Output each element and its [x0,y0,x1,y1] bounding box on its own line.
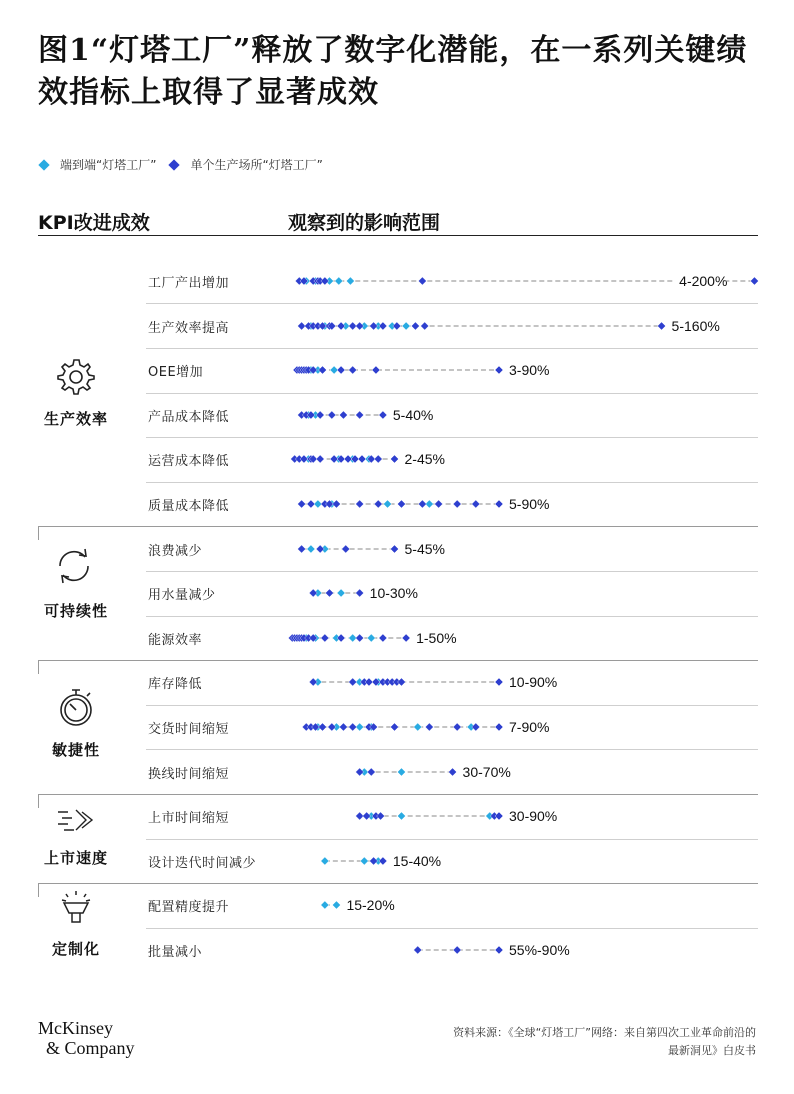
site-point [453,946,461,954]
site-point [414,946,422,954]
kpi-label: 生产效率提高 [148,320,230,336]
range-label: 3-90% [509,362,550,378]
e2e-point [346,277,354,285]
range-label: 5-160% [671,318,720,334]
site-point [339,723,347,731]
site-point [379,322,387,330]
site-point [472,723,480,731]
site-point [453,500,461,508]
site-point [495,723,503,731]
site-point [337,322,345,330]
kpi-header: KPI改进成效 [38,212,150,234]
e2e-point [321,857,329,865]
site-point [319,366,327,374]
site-point [495,366,503,374]
range-label: 7-90% [509,719,550,735]
site-point [356,589,364,597]
site-point [495,500,503,508]
kpi-label: 配置精度提升 [148,900,230,916]
brand-line2: & Company [46,1038,135,1058]
range-label: 5-40% [392,407,434,423]
kpi-label: 库存降低 [148,677,203,693]
site-point [397,678,405,686]
site-point [356,322,364,330]
site-point [374,455,382,463]
site-point [374,500,382,508]
site-point [319,723,327,731]
e2e-point [397,812,405,820]
e2e-point [384,500,392,508]
site-point [298,500,306,508]
group-name-sustainability: 可持续性 [43,602,108,620]
range-label: 15-40% [392,853,442,869]
range-label: 5-45% [404,541,445,557]
site-point [411,322,419,330]
site-point [402,634,410,642]
site-point [391,455,399,463]
site-point [342,545,350,553]
kpi-label: 上市时间缩短 [148,811,230,827]
site-point [316,545,324,553]
group-name-agility: 敏捷性 [51,741,100,759]
range-label: 2-45% [404,451,445,467]
group-name-productivity: 生产效率 [43,410,108,428]
site-point [328,411,336,419]
site-point [316,455,324,463]
site-point [356,500,364,508]
site-point [367,768,375,776]
site-point [349,678,357,686]
e2e-point [360,857,368,865]
e2e-point [367,634,375,642]
range-label: 4-200% [679,273,728,289]
site-point [495,946,503,954]
site-point [435,500,443,508]
e2e-point [337,589,345,597]
site-point [332,500,340,508]
site-point [339,411,347,419]
site-point [393,322,401,330]
legend-label-site: 单个生产场所“灯塔工厂” [190,158,323,172]
kpi-label: 工厂产出增加 [148,276,230,291]
site-point [495,678,503,686]
kpi-label: 运营成本降低 [148,454,230,470]
site-point [309,589,317,597]
site-point [421,322,429,330]
range-label: 55%-90% [509,942,570,958]
brand-logo [38,1018,135,1058]
e2e-point [321,901,329,909]
e2e-point [332,901,340,909]
site-point [356,634,364,642]
source-line1: 资料来源：《全球“灯塔工厂”网络：来自第四次工业革命前沿的 [453,1026,756,1039]
site-point [328,723,336,731]
site-point [379,857,387,865]
site-point [316,411,324,419]
kpi-label: 交货时间缩短 [148,722,230,737]
range-label: 10-30% [369,585,418,601]
site-point [750,277,758,285]
kpi-label: 质量成本降低 [148,499,230,514]
site-point [372,366,380,374]
site-point [453,723,461,731]
legend-label-e2e: 端到端“灯塔工厂” [60,158,157,172]
range-label: 1-50% [416,630,457,646]
site-point [658,322,666,330]
e2e-point [402,322,410,330]
range-label: 15-20% [346,897,395,913]
e2e-point [307,545,315,553]
kpi-label: 浪费减少 [148,543,203,559]
kpi-label: 产品成本降低 [148,409,230,425]
site-point [397,500,405,508]
site-point [425,723,433,731]
range-label: 5-90% [509,496,550,512]
site-point [337,366,345,374]
site-point [418,500,426,508]
kpi-label: 能源效率 [148,632,203,648]
site-point [472,500,480,508]
site-point [379,634,387,642]
site-point [307,500,315,508]
site-point [321,277,329,285]
site-point [370,857,378,865]
brand-line1: McKinsey [38,1018,113,1038]
site-point [325,589,333,597]
site-point [358,455,366,463]
site-point [356,768,364,776]
range-label: 30-70% [462,764,511,780]
source-line2: 最新洞见》白皮书 [668,1044,756,1057]
e2e-point [397,768,405,776]
site-point [337,634,345,642]
range-header: 观察到的影响范围 [288,212,441,234]
kpi-label: 批量减小 [148,945,203,960]
kpi-label: 用水量减少 [148,588,216,604]
site-point [321,634,329,642]
e2e-point [414,723,422,731]
kpi-label: 设计迭代时间减少 [148,855,257,871]
site-point [377,812,385,820]
range-label: 10-90% [509,674,558,690]
site-point [349,366,357,374]
group-name-customization: 定制化 [51,940,100,958]
source-note [356,1024,756,1060]
site-point [370,322,378,330]
site-point [391,545,399,553]
site-point [379,411,387,419]
range-label: 30-90% [509,808,558,824]
site-point [356,411,364,419]
site-point [418,277,426,285]
site-point [449,768,457,776]
kpi-label: OEE增加 [148,365,204,381]
site-point [309,678,317,686]
kpi-label: 换线时间缩短 [148,766,230,782]
e2e-point [335,277,343,285]
site-point [495,812,503,820]
site-point [298,545,306,553]
site-point [391,723,399,731]
group-name-speed-to-market: 上市速度 [43,849,108,867]
site-point [363,812,371,820]
site-point [349,723,357,731]
chart-title: 图1“灯塔工厂”释放了数字化潜能，在一系列关键绩效指标上取得了显著成效 [38,33,748,110]
